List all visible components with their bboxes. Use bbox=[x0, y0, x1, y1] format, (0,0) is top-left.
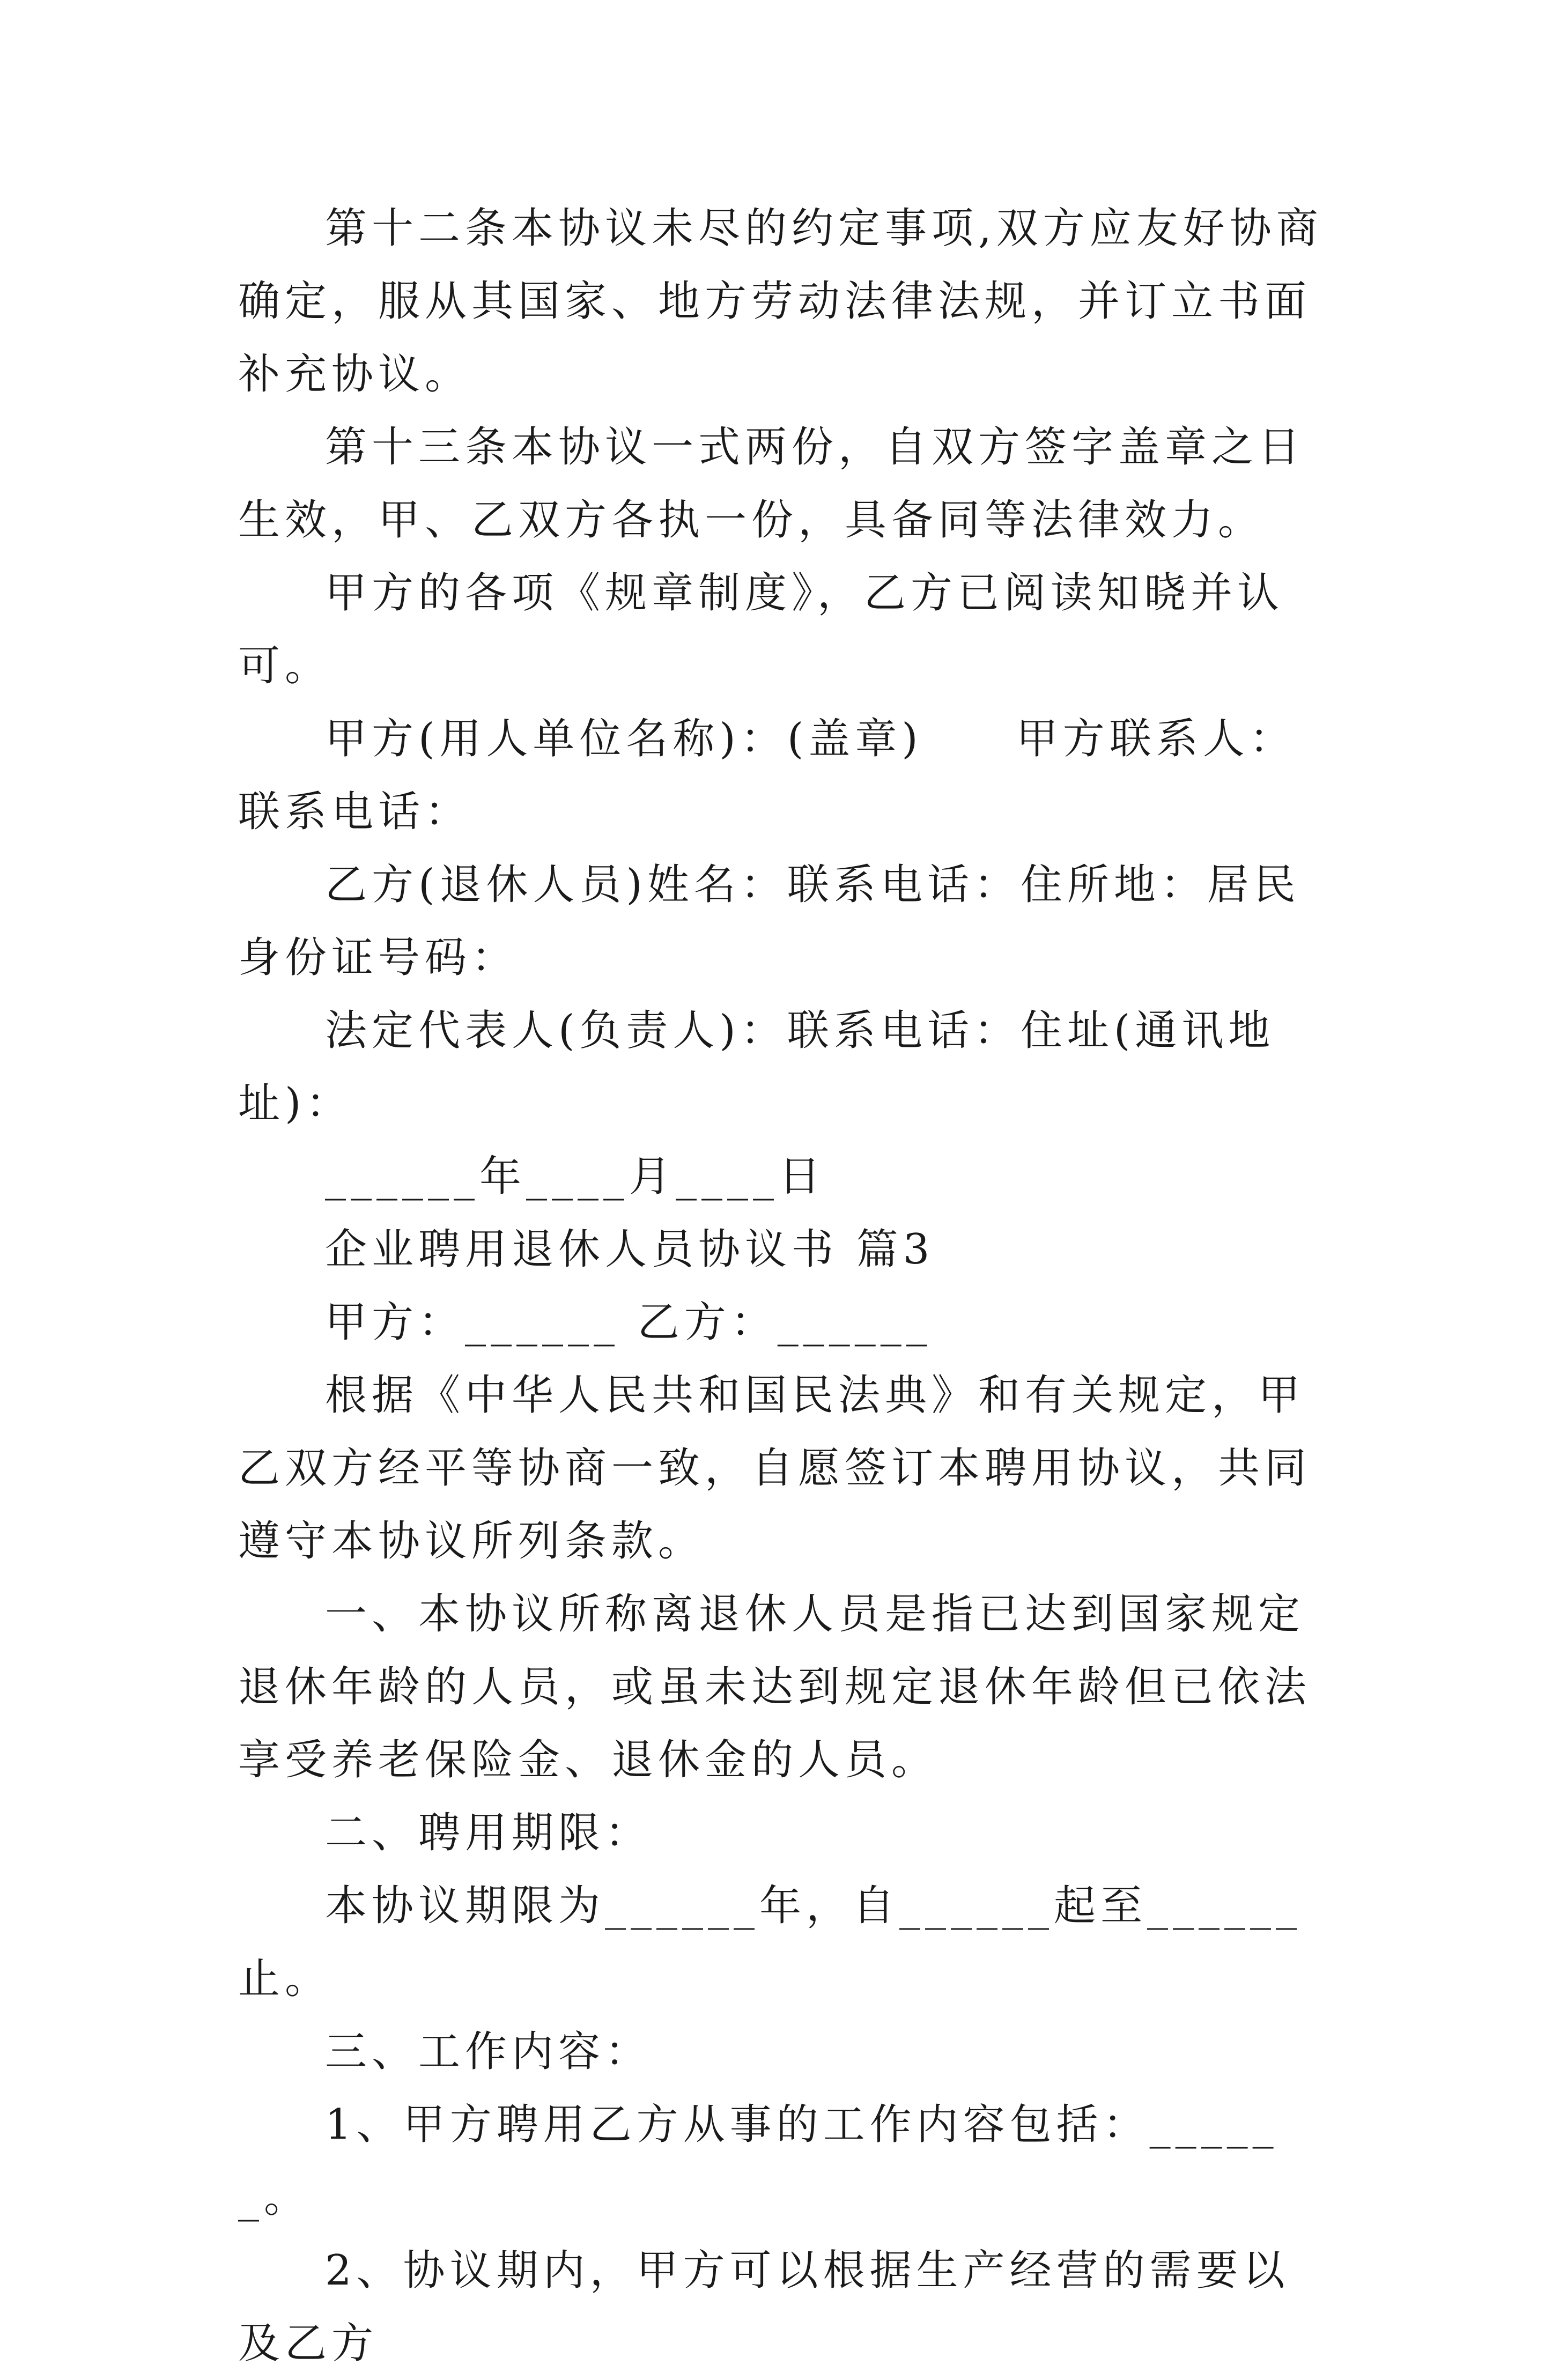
paragraph-article-13: 第十三条本协议一式两份，自双方签字盖章之日生效，甲、乙双方各执一份，具备同等法律效力。 bbox=[238, 423, 1305, 544]
paragraph-date-line: ______年____月____日 bbox=[325, 1152, 826, 1201]
document-body bbox=[238, 192, 1332, 2380]
paragraph-rules-acknowledged: 甲方的各项《规章制度》，乙方已阅读知晓并认可。 bbox=[238, 569, 1284, 690]
paragraph-party-a-signature: 甲方(用人单位名称)：(盖章) 甲方联系人：联系电话： bbox=[238, 715, 1296, 836]
section-heading-part-3: 企业聘用退休人员协议书 篇3 bbox=[325, 1225, 935, 1274]
paragraph-clause-2-heading: 二、聘用期限： bbox=[325, 1809, 652, 1857]
paragraph-party-b-signature: 乙方(退休人员)姓名：联系电话：住所地：居民身份证号码： bbox=[238, 861, 1300, 982]
paragraph-clause-3-heading: 三、工作内容： bbox=[325, 2028, 652, 2076]
paragraph-parties: 甲方：______ 乙方：______ bbox=[325, 1298, 932, 1347]
paragraph-preamble: 根据《中华人民共和国民法典》和有关规定，甲乙双方经平等协商一致，自愿签订本聘用协议，共同遵守本协议所列条款。 bbox=[238, 1371, 1312, 1565]
paragraph-term: 本协议期限为______年，自______起至______止。 bbox=[238, 1882, 1302, 2003]
paragraph-work-content-2: 2、协议期内，甲方可以根据生产经营的需要以及乙方 bbox=[238, 2246, 1290, 2368]
paragraph-legal-representative: 法定代表人(负责人)：联系电话：住址(通讯地址)： bbox=[238, 1007, 1275, 1128]
paragraph-work-content-1: 1、甲方聘用乙方从事的工作内容包括：______。 bbox=[238, 2101, 1278, 2222]
paragraph-clause-1: 一、本协议所称离退休人员是指已达到国家规定退休年龄的人员，或虽未达到规定退休年龄但已依法享受养老保险金、退休金的人员。 bbox=[238, 1590, 1312, 1784]
paragraph-article-12: 第十二条本协议未尽的约定事项,双方应友好协商确定，服从其国家、地方劳动法律法规，并订立书面补充协议。 bbox=[238, 204, 1323, 398]
